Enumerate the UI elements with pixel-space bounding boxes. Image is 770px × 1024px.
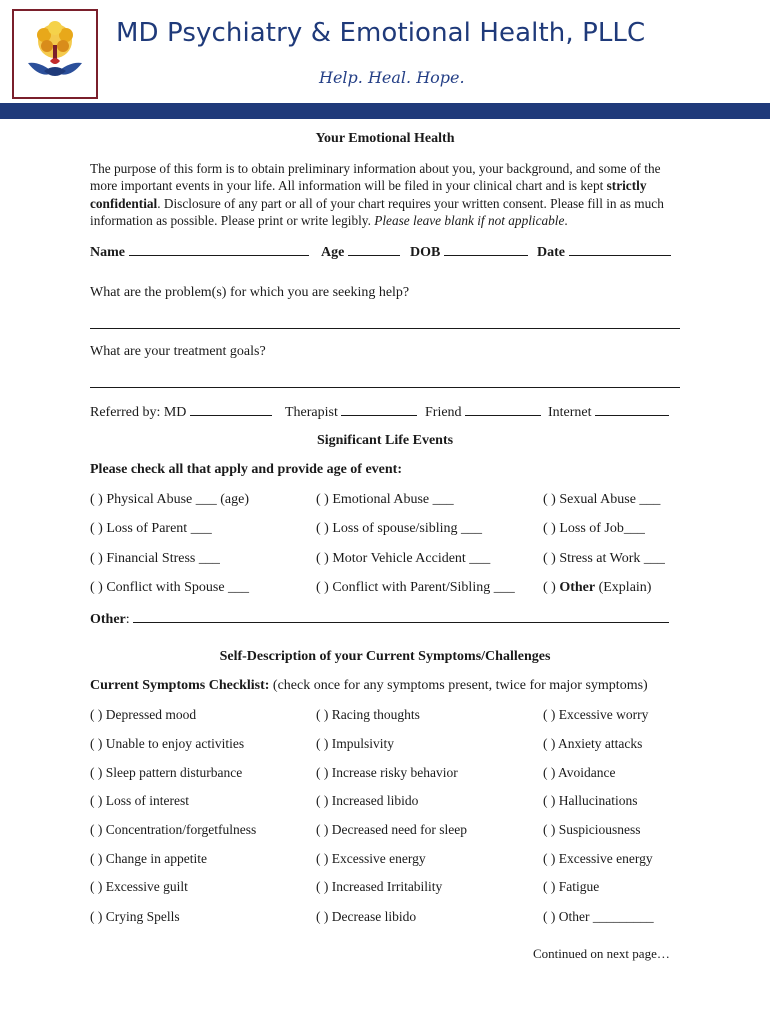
dob-field[interactable]	[410, 243, 528, 261]
intro-confidential: strictly confidential	[90, 178, 647, 211]
dob-blank[interactable]	[444, 243, 528, 256]
referred-friend-label: Friend	[425, 405, 462, 420]
date-blank[interactable]	[569, 243, 671, 256]
name-field[interactable]	[90, 243, 309, 261]
symptom-excessive-worry[interactable]: ( ) Excessive worry	[543, 707, 649, 722]
age-field[interactable]	[321, 243, 400, 261]
symptom-suspiciousness[interactable]: ( ) Suspiciousness	[543, 822, 641, 837]
symptom-unable-to-enjoy[interactable]: ( ) Unable to enjoy activities	[90, 736, 245, 751]
event-other[interactable]	[543, 580, 651, 596]
event-motor-vehicle-accident[interactable]: ( ) Motor Vehicle Accident ___	[316, 551, 491, 566]
symptom-hallucinations[interactable]: ( ) Hallucinations	[543, 793, 638, 808]
symptom-decrease-libido[interactable]: ( ) Decrease libido	[316, 909, 417, 924]
symptom-loss-of-interest[interactable]: ( ) Loss of interest	[90, 793, 189, 808]
intro-text-1: The purpose of this form is to obtain preliminary information about you, your background, and some of the more important events in your life. All information will be filed in your clinical chart and is kept	[90, 161, 661, 194]
intro-paragraph	[90, 160, 680, 230]
life-events-instruction: Please check all that apply and provide age of event:	[90, 462, 403, 477]
symptom-excessive-energy[interactable]: ( ) Excessive energy	[316, 851, 426, 866]
other-explain-label: Other	[90, 612, 126, 627]
symptom-concentration[interactable]: ( ) Concentration/forgetfulness	[90, 822, 257, 837]
other-explain-blank[interactable]	[133, 610, 669, 623]
header-divider-bar	[0, 103, 770, 119]
referred-internet-blank[interactable]	[595, 403, 669, 416]
form-title: Your Emotional Health	[315, 131, 455, 146]
event-other-bold: Other	[559, 580, 596, 595]
symptom-racing-thoughts[interactable]: ( ) Racing thoughts	[316, 707, 420, 722]
goals-question: What are your treatment goals?	[90, 344, 266, 359]
intro-blank-note: Please leave blank if not applicable	[374, 213, 565, 229]
other-explain-field[interactable]: Other:	[90, 610, 669, 628]
referred-therapist-label: Therapist	[285, 405, 338, 420]
symptom-risky-behavior[interactable]: ( ) Increase risky behavior	[316, 765, 458, 780]
symptom-excessive-guilt[interactable]: ( ) Excessive guilt	[90, 879, 188, 894]
event-conflict-with-parent[interactable]: ( ) Conflict with Parent/Sibling ___	[316, 580, 515, 595]
symptom-increased-libido[interactable]: ( ) Increased libido	[316, 793, 419, 808]
intro-text-2: . Disclosure of any part or all of your chart requires your written consent. Please fill in as much information as possible. Please print or write legibly.	[90, 195, 664, 229]
problems-question: What are the problem(s) for which you are seeking help?	[90, 285, 410, 300]
symptom-change-in-appetite[interactable]: ( ) Change in appetite	[90, 851, 207, 866]
symptom-other[interactable]: ( ) Other _________	[543, 909, 654, 924]
symptom-impulsivity[interactable]: ( ) Impulsivity	[316, 736, 394, 751]
life-events-heading: Significant Life Events	[316, 433, 454, 448]
referred-md-blank[interactable]	[190, 403, 272, 416]
symptom-anxiety-attacks[interactable]: ( ) Anxiety attacks	[543, 736, 643, 751]
event-loss-of-spouse[interactable]: ( ) Loss of spouse/sibling ___	[316, 521, 483, 536]
event-sexual-abuse[interactable]: ( ) Sexual Abuse ___	[543, 492, 661, 507]
symptoms-checklist-note: (check once for any symptoms present, twice for major symptoms)	[269, 678, 648, 693]
symptoms-heading: Self-Description of your Current Symptoms/Challenges	[219, 649, 551, 664]
continued-note: Continued on next page…	[533, 946, 670, 961]
symptom-decreased-sleep-need[interactable]: ( ) Decreased need for sleep	[316, 822, 468, 837]
event-financial-stress[interactable]: ( ) Financial Stress ___	[90, 551, 220, 566]
name-blank[interactable]	[129, 243, 309, 256]
referred-friend-field[interactable]	[425, 403, 541, 421]
practice-tagline: Help. Heal. Hope.	[319, 68, 465, 87]
symptom-crying-spells[interactable]: ( ) Crying Spells	[90, 909, 180, 924]
event-stress-at-work[interactable]: ( ) Stress at Work ___	[543, 551, 665, 566]
event-conflict-with-spouse[interactable]: ( ) Conflict with Spouse ___	[90, 580, 250, 595]
date-field[interactable]	[537, 243, 671, 261]
event-loss-of-job[interactable]: ( ) Loss of Job___	[543, 521, 645, 536]
symptoms-checklist-intro	[90, 678, 648, 694]
referred-md-label: Referred by: MD	[90, 405, 187, 420]
referred-internet-field[interactable]	[548, 403, 669, 421]
event-emotional-abuse[interactable]: ( ) Emotional Abuse ___	[316, 492, 454, 507]
symptoms-checklist-label: Current Symptoms Checklist:	[90, 678, 270, 693]
age-blank[interactable]	[348, 243, 400, 256]
age-label: Age	[321, 245, 345, 260]
practice-logo	[12, 9, 98, 99]
event-other-explain: (Explain)	[595, 580, 652, 595]
referred-md-field[interactable]	[90, 403, 272, 421]
dob-label: DOB	[410, 245, 441, 260]
event-other-prefix: ( )	[543, 580, 560, 595]
event-physical-abuse[interactable]: ( ) Physical Abuse ___ (age)	[90, 492, 250, 507]
goals-answer-line[interactable]	[90, 387, 680, 388]
symptom-sleep-disturbance[interactable]: ( ) Sleep pattern disturbance	[90, 765, 243, 780]
referred-internet-label: Internet	[548, 405, 592, 420]
tree-hands-logo-icon	[14, 11, 96, 97]
event-loss-of-parent[interactable]: ( ) Loss of Parent ___	[90, 521, 212, 536]
symptom-depressed-mood[interactable]: ( ) Depressed mood	[90, 707, 197, 722]
intro-end: .	[564, 213, 568, 229]
symptom-increased-irritability[interactable]: ( ) Increased Irritability	[316, 879, 443, 894]
symptom-excessive-energy-2[interactable]: ( ) Excessive energy	[543, 851, 653, 866]
symptom-avoidance[interactable]: ( ) Avoidance	[543, 765, 616, 780]
symptom-fatigue[interactable]: ( ) Fatigue	[543, 879, 600, 894]
practice-name: MD Psychiatry & Emotional Health, PLLC	[116, 18, 646, 48]
date-label: Date	[537, 245, 565, 260]
referred-therapist-blank[interactable]	[341, 403, 417, 416]
problems-answer-line[interactable]	[90, 328, 680, 329]
referred-friend-blank[interactable]	[465, 403, 541, 416]
name-label: Name	[90, 245, 125, 260]
referred-therapist-field[interactable]	[285, 403, 417, 421]
